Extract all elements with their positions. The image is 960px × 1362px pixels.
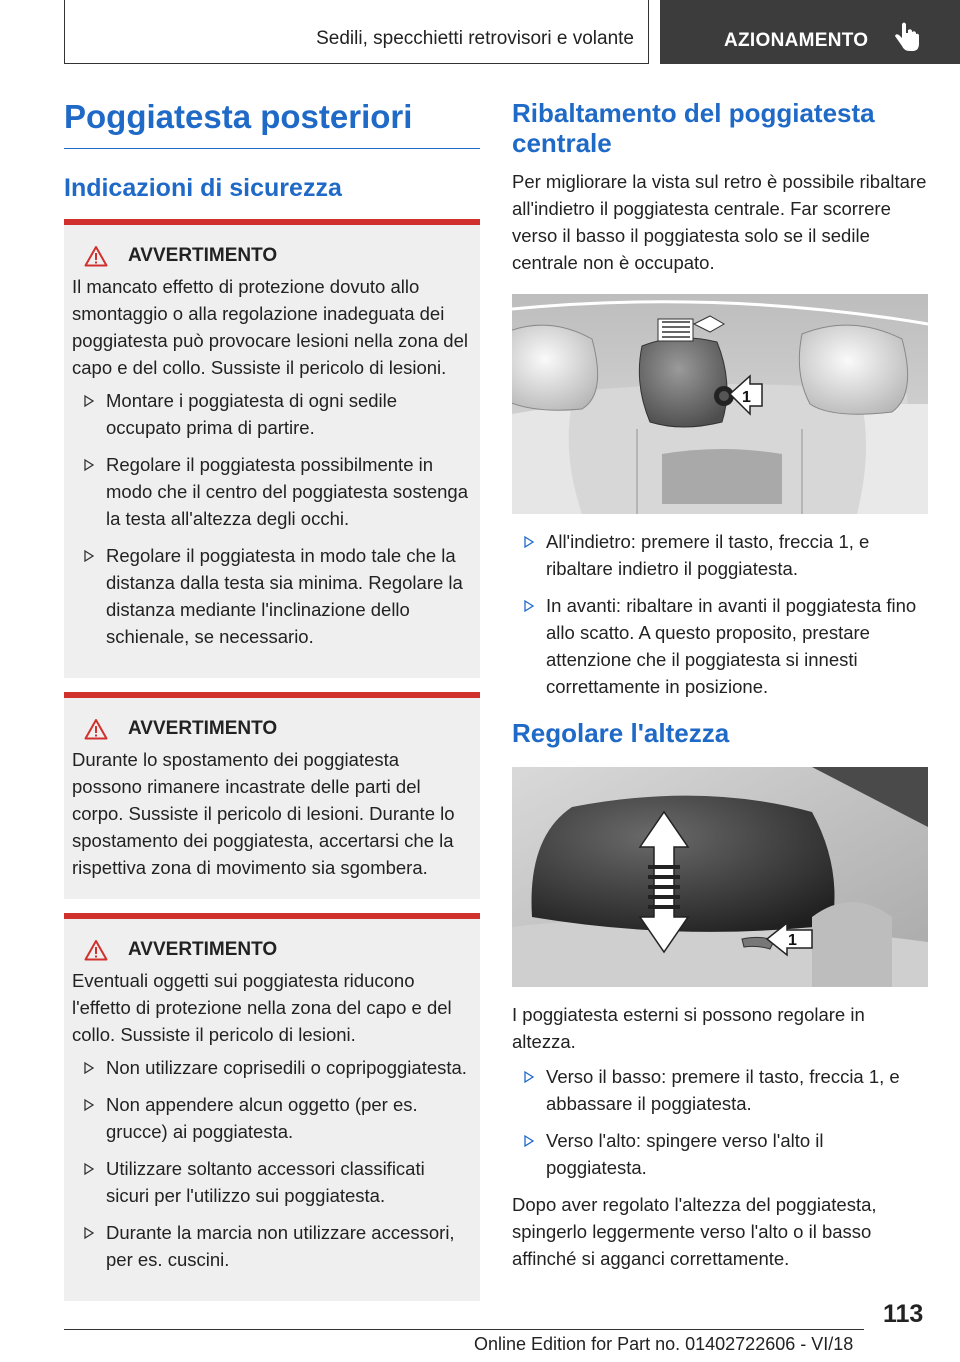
rear-headrest-fold-illustration <box>512 294 928 514</box>
left-column <box>64 98 480 1301</box>
warning-text: Eventuali oggetti sui poggiatesta riducono l'effetto di protezione nella zona del capo e del collo. Sussiste il pericolo di lesioni. <box>72 969 452 1045</box>
triangle-bullet-icon <box>524 600 534 612</box>
warning-triangle-icon <box>84 245 108 267</box>
height-steps-list <box>512 1063 928 1181</box>
footer-edition: Online Edition for Part no. 01402722606 - VI/18 <box>474 1334 854 1354</box>
warning-text: Il mancato effetto di protezione dovuto allo smontaggio o alla regolazione inadeguata dei poggiatesta può provocare lesioni nella zona del capo e del collo. Sussiste il pericolo di lesioni. <box>72 275 468 378</box>
list-item: Regolare il poggiatesta in modo tale che la distanza dalla testa sia minima. Regolare la distanza mediante l'inclinazione dello schienale, se necessario. <box>72 542 472 650</box>
warning-list <box>72 387 472 650</box>
warning-box-1 <box>64 219 480 678</box>
list-item: Montare i poggiatesta di ogni sedile occupato prima di partire. <box>72 387 472 441</box>
section-title-fold: Ribaltamento del poggiatesta centrale <box>512 98 875 158</box>
fold-steps-list <box>512 528 928 700</box>
header-chapter-label: AZIONAMENTO <box>724 30 869 51</box>
footer-divider <box>64 1329 864 1330</box>
list-item: Utilizzare soltanto accessori classificati sicuri per l'utilizzo sui poggiatesta. <box>72 1155 472 1209</box>
callout-1: 1 <box>788 932 797 950</box>
triangle-bullet-icon <box>84 550 94 562</box>
warning-triangle-icon <box>84 939 108 961</box>
triangle-bullet-icon <box>524 536 534 548</box>
list-item: Non appendere alcun oggetto (per es. grucce) ai poggiatesta. <box>72 1091 472 1145</box>
list-item: In avanti: ribaltare in avanti il poggiatesta fino allo scatto. A questo proposito, prestare attenzione che il poggiatesta si innesti correttamente in posizione. <box>512 592 928 700</box>
section-text: Per migliorare la vista sul retro è possibile ribaltare all'indietro il poggiatesta centrale. Far scorrere verso il basso il poggiatesta solo se il sedile centrale non è occupato. <box>512 171 927 273</box>
warning-text: Durante lo spostamento dei poggiatesta possono rimanere incastrate delle parti del corpo. Sussiste il pericolo di lesioni. Durante lo spostamento dei poggiatesta, accertarsi che la rispettiva zona di movimento sia sgombera. <box>72 748 455 878</box>
warning-label: AVVERTIMENTO <box>128 244 278 266</box>
page-number: 113 <box>883 1300 924 1328</box>
section-title-height: Regolare l'altezza <box>512 718 730 748</box>
warning-label: AVVERTIMENTO <box>128 938 278 960</box>
warning-box-3 <box>64 913 480 1301</box>
headrest-height-illustration <box>512 767 928 987</box>
triangle-bullet-icon <box>84 1227 94 1239</box>
list-item: Durante la marcia non utilizzare accessori, per es. cuscini. <box>72 1219 472 1273</box>
triangle-bullet-icon <box>524 1135 534 1147</box>
triangle-bullet-icon <box>84 459 94 471</box>
callout-1: 1 <box>742 389 751 406</box>
triangle-bullet-icon <box>84 1099 94 1111</box>
section-text: I poggiatesta esterni si possono regolare in altezza. <box>512 1004 865 1053</box>
triangle-bullet-icon <box>84 1062 94 1074</box>
section-title-safety: Indicazioni di sicurezza <box>64 173 342 202</box>
list-item: Verso il basso: premere il tasto, freccia 1, e abbassare il poggiatesta. <box>512 1063 928 1117</box>
triangle-bullet-icon <box>84 1163 94 1175</box>
warning-triangle-icon <box>84 718 108 740</box>
header-section-title: Sedili, specchietti retrovisori e volante <box>316 28 634 49</box>
page-title: Poggiatesta posteriori <box>64 98 480 149</box>
right-column <box>512 98 928 1272</box>
closing-text: Dopo aver regolato l'altezza del poggiatesta, spingerlo leggermente verso l'alto o il basso affinché si agganci correttamente. <box>512 1194 877 1270</box>
triangle-bullet-icon <box>84 395 94 407</box>
header-section-tab <box>64 0 649 64</box>
warning-list <box>72 1054 472 1273</box>
warning-label: AVVERTIMENTO <box>128 717 278 739</box>
list-item: Regolare il poggiatesta possibilmente in modo che il centro del poggiatesta sostenga la testa all'altezza degli occhi. <box>72 451 472 532</box>
triangle-bullet-icon <box>524 1071 534 1083</box>
list-item: All'indietro: premere il tasto, freccia 1, e ribaltare indietro il poggiatesta. <box>512 528 928 582</box>
hand-pointer-icon <box>892 22 922 54</box>
header-chapter-tab[interactable] <box>660 0 960 64</box>
list-item: Verso l'alto: spingere verso l'alto il poggiatesta. <box>512 1127 928 1181</box>
warning-box-2 <box>64 692 480 899</box>
list-item: Non utilizzare coprisedili o copripoggiatesta. <box>72 1054 472 1081</box>
